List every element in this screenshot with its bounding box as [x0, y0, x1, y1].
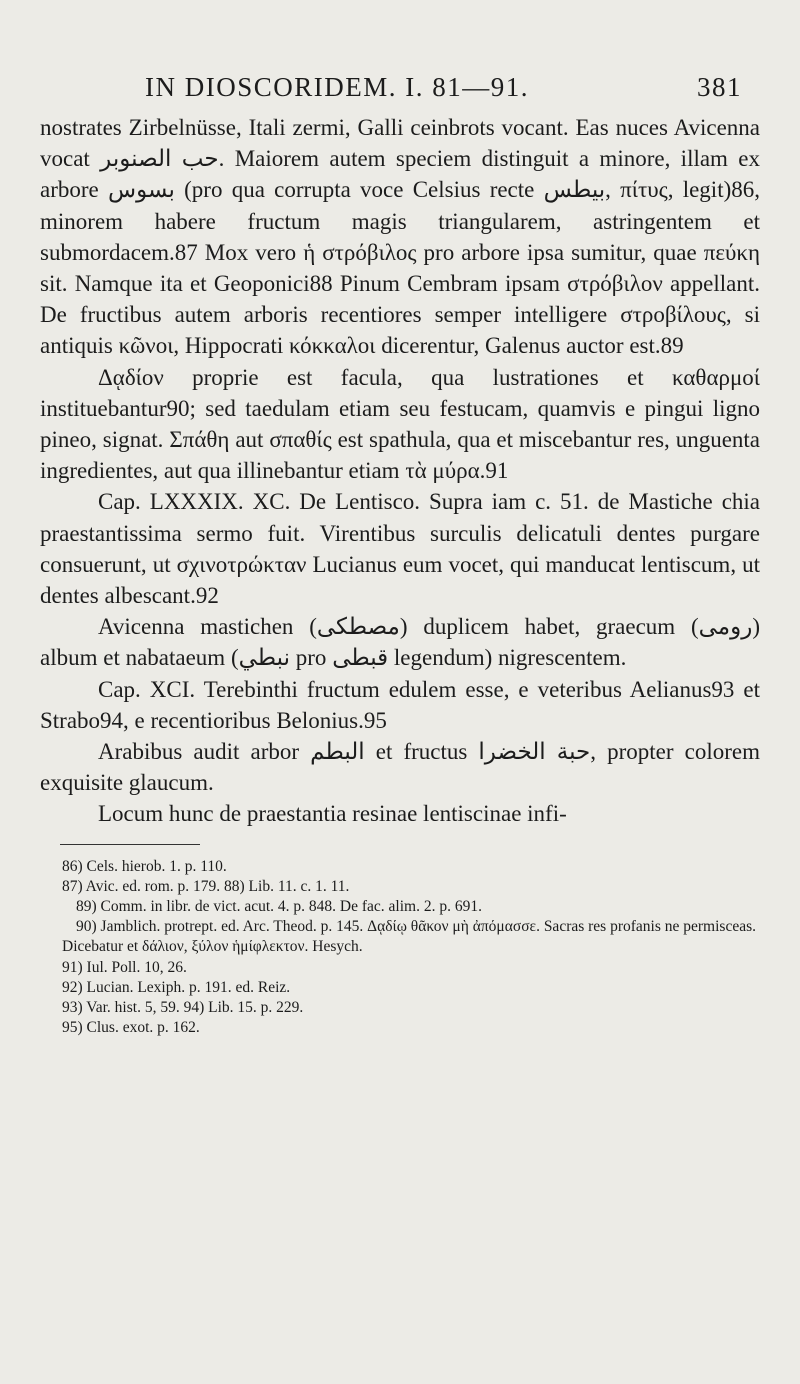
paragraph: Cap. LXXXIX. XC. De Lentisco. Supra iam c. 51. de Mastiche chia praestantissima sermo fuit. Virentibus surculis delicatuli dentes purgare consuerunt, ut σχινοτρώκταν Lucianus eum vocet, qui manducat lentiscum, ut dentes albescant.92: [40, 489, 760, 609]
paragraph: Δᾳδίον proprie est facula, qua lustrationes et καθαρμοί instituebantur90; sed taedulam etiam seu festucam, quamvis e pingui ligno pineo, signat. Σπάθη aut σπαθίς est spathula, qua et miscebantur res, unguenta ingredientes, aut qua illinebantur etiam τὰ μύρα.91: [40, 364, 760, 484]
footnote: 92) Lucian. Lexiph. p. 191. ed. Reiz.: [62, 978, 291, 996]
paragraph: Locum hunc de praestantia resinae lentiscinae infi-: [98, 801, 567, 827]
running-title: IN DIOSCORIDEM. I. 81—91.: [145, 72, 529, 102]
footnote: 95) Clus. exot. p. 162.: [62, 1019, 200, 1037]
footnote: 93) Var. hist. 5, 59. 94) Lib. 15. p. 229.: [62, 999, 304, 1017]
footnote: 89) Comm. in libr. de vict. acut. 4. p. 848. De fac. alim. 2. p. 691.: [76, 898, 482, 916]
page-number: 381: [697, 72, 742, 102]
paragraph: Arabibus audit arbor البطم et fructus حبة الخضرا, propter colorem exquisite glaucum.: [40, 739, 760, 796]
footnotes: [40, 857, 760, 1039]
paragraph: Avicenna mastichen (مصطكى) duplicem habet, graecum (رومى) album et nabataeum (نبطي pro قبطى legendum) nigrescentem.: [40, 614, 761, 671]
footnote: 90) Jamblich. protrept. ed. Arc. Theod. p. 145. Δᾳδίῳ θᾶκον μὴ ἀπόμασσε. Sacras res profanis ne permisceas. Dicebatur et δάλιον, ξύλον ἡμίφλεκτον. Hesych.: [62, 918, 756, 956]
running-header: [40, 72, 760, 112]
main-text: [40, 112, 760, 830]
paragraph: Cap. XCI. Terebinthi fructum edulem esse, e veteribus Aelianus93 et Strabo94, e recentioribus Belonius.95: [40, 676, 760, 733]
footnote-divider: [60, 844, 200, 845]
footnote: 91) Iul. Poll. 10, 26.: [62, 958, 187, 976]
footnote: 87) Avic. ed. rom. p. 179. 88) Lib. 11. c. 1. 11.: [62, 877, 350, 895]
footnote: 86) Cels. hierob. 1. p. 110.: [62, 857, 227, 875]
paragraph: nostrates Zirbelnüsse, Itali zermi, Galli ceinbrots vocant. Eas nuces Avicenna vocat حب الصنوبر. Maiorem autem speciem distinguit a minore, illam ex arbore بسوس (pro qua corrupta voce Celsius recte بيطس, πίτυς, legit)86, minorem habere fructum magis triangularem, astringentem et submordacem.87 Mox vero ἡ στρόβιλος pro arbore ipsa sumitur, quae πεύκη sit. Namque ita et Geoponici88 Pinum Cembram ipsam στρόβιλον appellant. De fructibus autem arboris recentiores semper intelligere στροβίλους, si antiquis κῶνοι, Hippocrati κόκκαλοι dicerentur, Galenus auctor est.89: [40, 115, 761, 359]
